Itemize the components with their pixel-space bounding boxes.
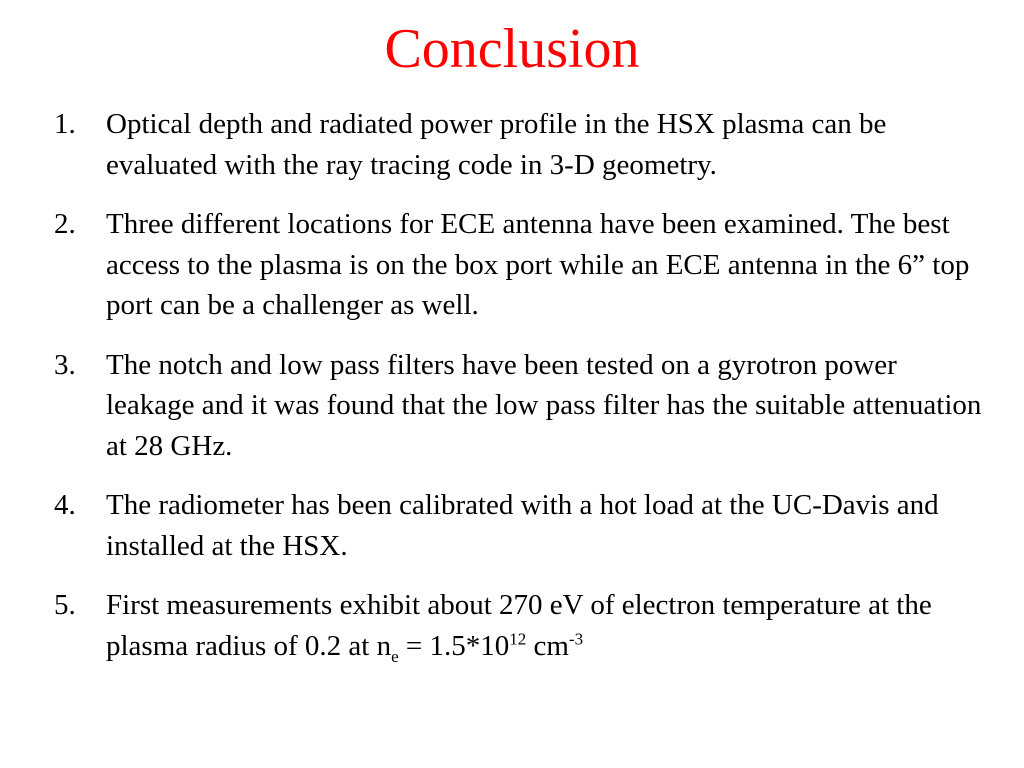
item-number: 2.: [54, 208, 76, 240]
list-item: [54, 345, 984, 467]
item-text: Optical depth and radiated power profile in the HSX plasma can be evaluated with the ray tracing code in 3-D geometry.: [106, 108, 887, 181]
list-item: [54, 204, 984, 326]
subscript-e: e: [391, 646, 399, 666]
list-item: [54, 485, 984, 566]
list-item: [54, 104, 984, 185]
item-text: The notch and low pass filters have been tested on a gyrotron power leakage and it was found that the low pass filter has the suitable attenuation at 28 GHz.: [106, 348, 982, 462]
item-text-middle: = 1.5*10: [398, 629, 510, 662]
list-item: [54, 585, 984, 666]
superscript-unit-exponent: -3: [568, 628, 584, 648]
item-number: 5.: [54, 589, 76, 621]
item-text: Three different locations for ECE antenna have been examined. The best access to the plasma is on the box port while an ECE antenna in the 6” top port can be a challenger as well.: [106, 208, 970, 321]
item-number: 1.: [54, 108, 76, 140]
superscript-exponent: 12: [509, 628, 527, 648]
item-text: [106, 589, 932, 666]
item-text-unit: cm: [526, 629, 569, 662]
item-text: The radiometer has been calibrated with a hot load at the UC-Davis and installed at the HSX.: [106, 489, 939, 562]
item-text-before: First measurements exhibit about 270 eV of electron temperature at the plasma radius of 0.2 at n: [106, 589, 932, 662]
slide-title: Conclusion: [384, 18, 640, 80]
item-number: 3.: [54, 348, 76, 381]
conclusion-list: [54, 104, 984, 685]
item-number: 4.: [54, 489, 76, 521]
